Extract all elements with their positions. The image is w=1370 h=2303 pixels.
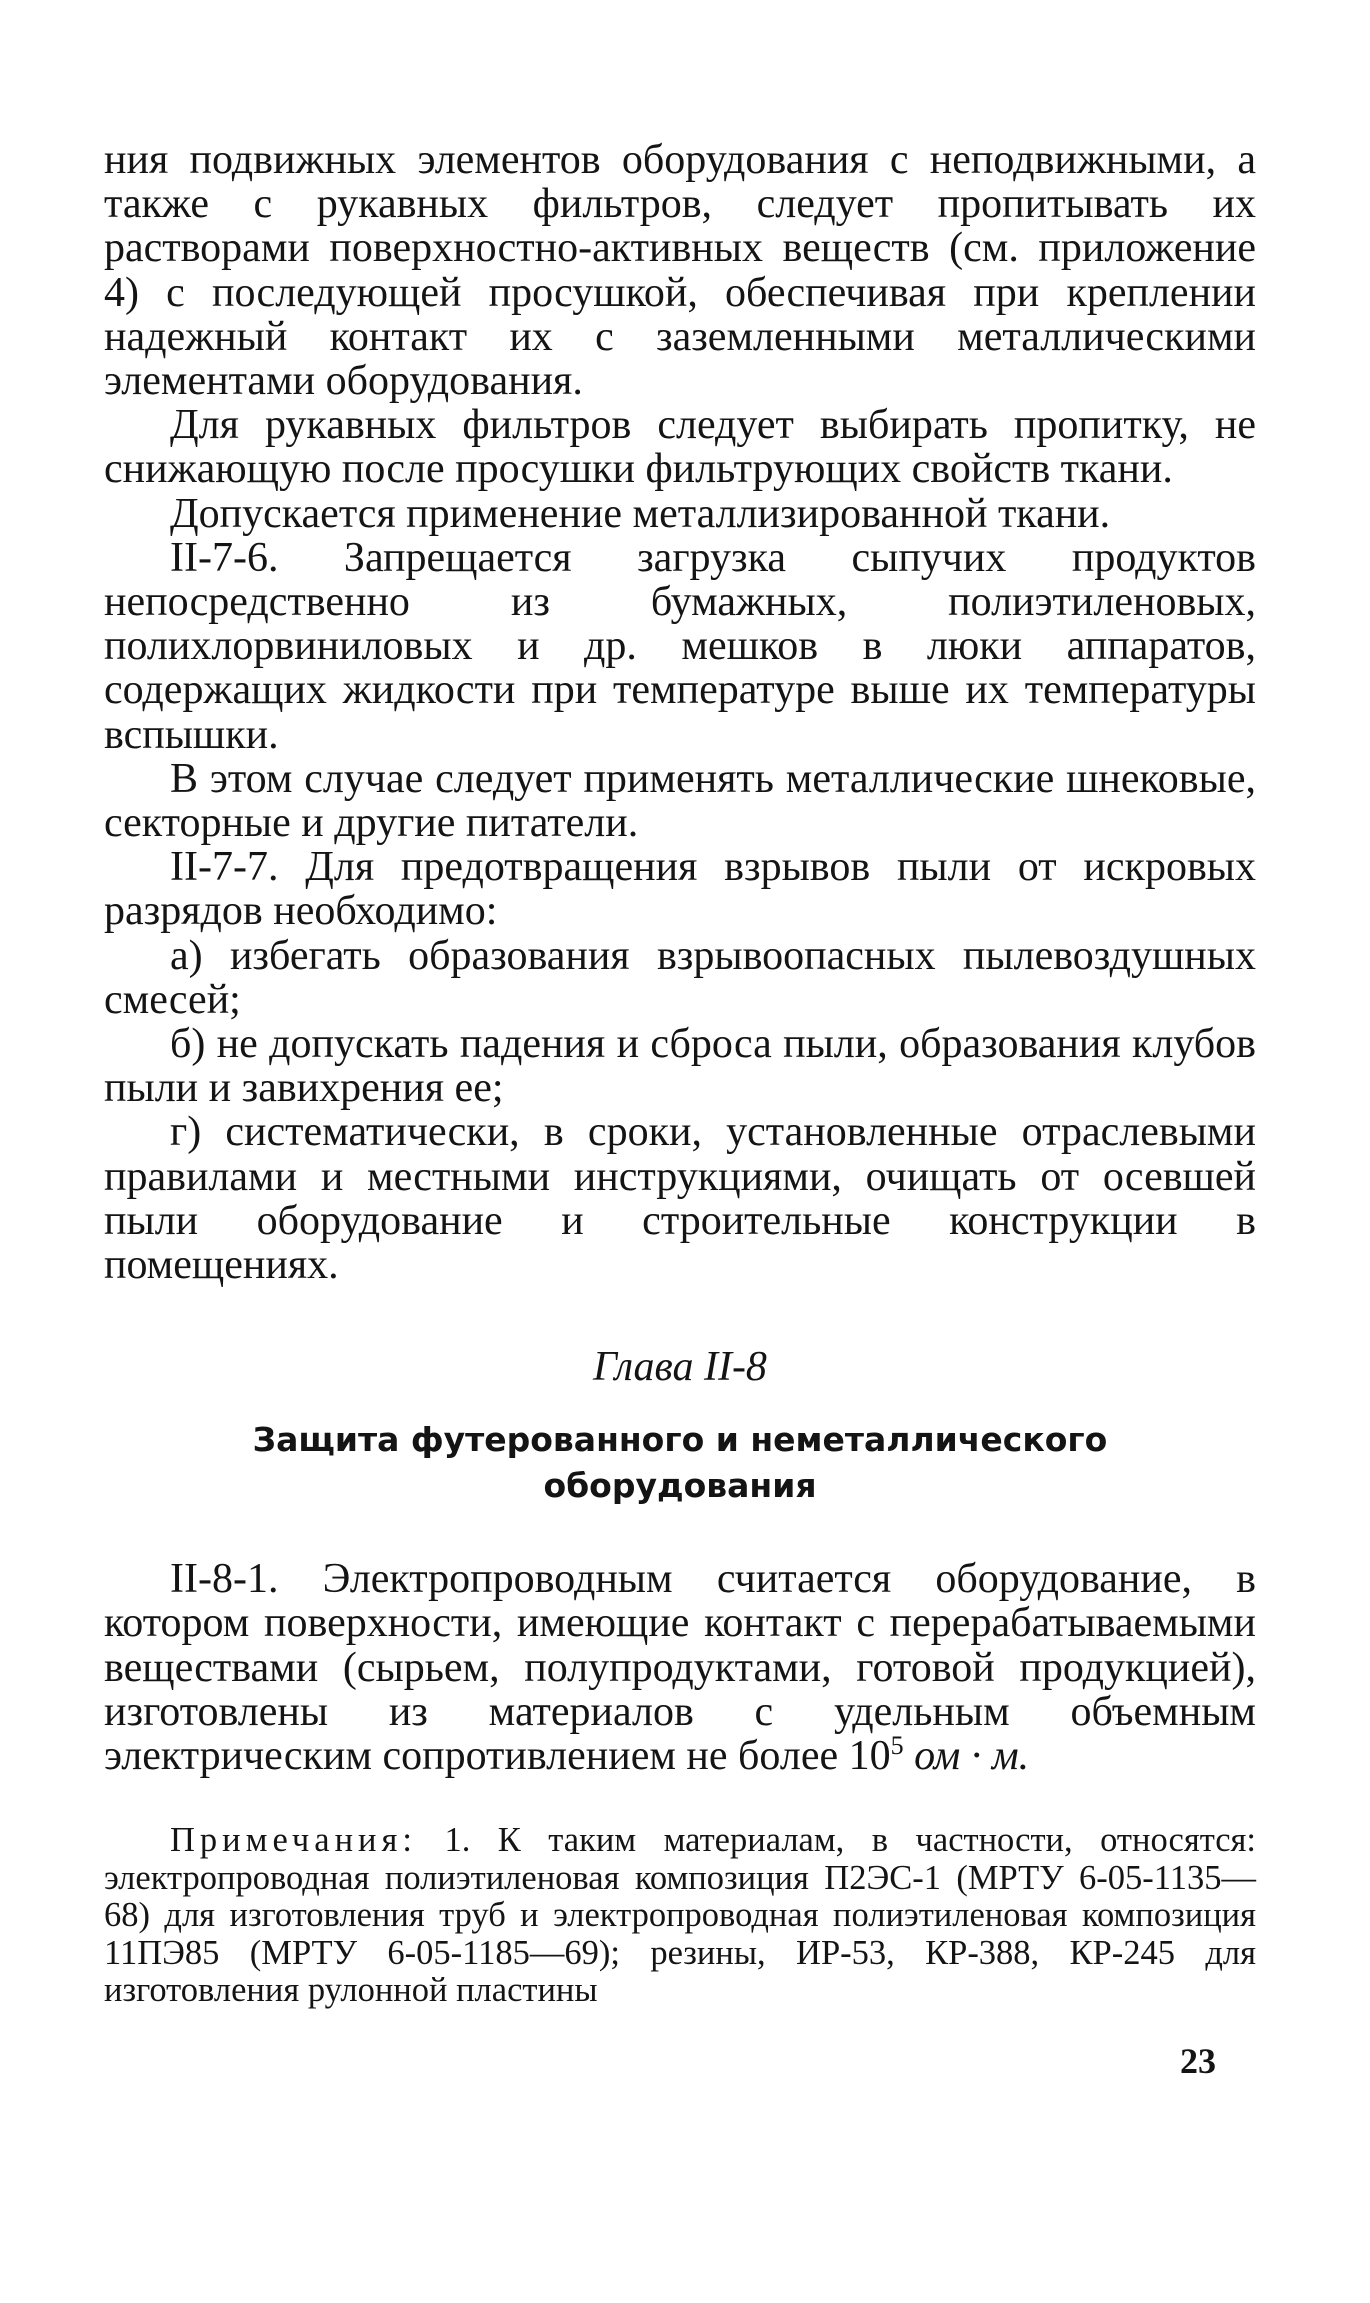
paragraph-ii-7-6: II-7-6. Запрещается загрузка сыпучих продуктов непосредственно из бумажных, полиэтиленовых, полихлорвиниловых и др. мешков в люки аппаратов, содержащих жидкости при температуре выше их температуры вспышки.	[104, 534, 1256, 758]
paragraph-ii-7-7: II-7-7. Для предотвращения взрывов пыли от искровых разрядов необходимо:	[104, 844, 1256, 935]
chapter-title-line2: оборудования	[543, 1466, 817, 1506]
list-item-b: б) не допускать падения и сброса пыли, образования клубов пыли и завихрения ее;	[104, 1021, 1256, 1112]
paragraph-filter-impregnation: Для рукавных фильтров следует выбирать пропитку, не снижающую после просушки фильтрующих свойств ткани.	[104, 402, 1256, 493]
resistance-unit: ом · м.	[914, 1733, 1030, 1780]
chapter-label: Глава II-8	[593, 1344, 767, 1391]
paragraph-ii-8-1-text: II-8-1. Электропроводным считается оборудование, в котором поверхности, имеющие контакт с перерабатываемыми веществами (сырьем, полупродуктами, готовой продукцией), изготовлены из материалов с удельным объемным электрическим сопротивлением не более	[104, 1556, 1256, 1780]
list-item-a: а) избегать образования взрывоопасных пылевоздушных смесей;	[104, 932, 1256, 1023]
paragraph-metallized-fabric: Допускается применение металлизированной ткани.	[170, 490, 1111, 537]
paragraph-ii-8-1	[104, 1557, 1256, 1778]
paragraph-continuation: ния подвижных элементов оборудования с неподвижными, а также с рукавных фильтров, следует пропитывать их растворами поверхностно-активных веществ (см. приложение 4) с последующей просушкой, обеспечивая при креплении надежный контакт их с заземленными металлическими элементами оборудования.	[104, 137, 1256, 405]
chapter-title-line1: Защита футерованного и неметаллического	[252, 1420, 1108, 1460]
document-page	[104, 138, 1256, 2010]
paragraph-feeders: В этом случае следует применять металлические шнековые, секторные и другие питатели.	[104, 755, 1256, 847]
page-number: 23	[1180, 2041, 1216, 2081]
notes-block	[104, 1822, 1256, 2010]
chapter-title	[104, 1417, 1256, 1509]
list-item-g: г) систематически, в сроки, установленные отраслевыми правилами и местными инструкциями, очищать от осевшей пыли оборудование и строительные конструкции в помещениях.	[104, 1109, 1256, 1289]
notes-text: 1. К таким материалам, в частности, относятся: электропроводная полиэтиленовая композиция П2ЭС-1 (МРТУ 6-05-1135—68) для изготовления труб и электропроводная полиэтиленовая композиция 11ПЭ85 (МРТУ 6-05-1185—69); резины, ИР-53, КР-388, КР-245 для изготовления рулонной пластины	[104, 1821, 1256, 2010]
notes-label: Примечания:	[170, 1821, 417, 1860]
resistance-value: $10^5$	[848, 1731, 904, 1780]
